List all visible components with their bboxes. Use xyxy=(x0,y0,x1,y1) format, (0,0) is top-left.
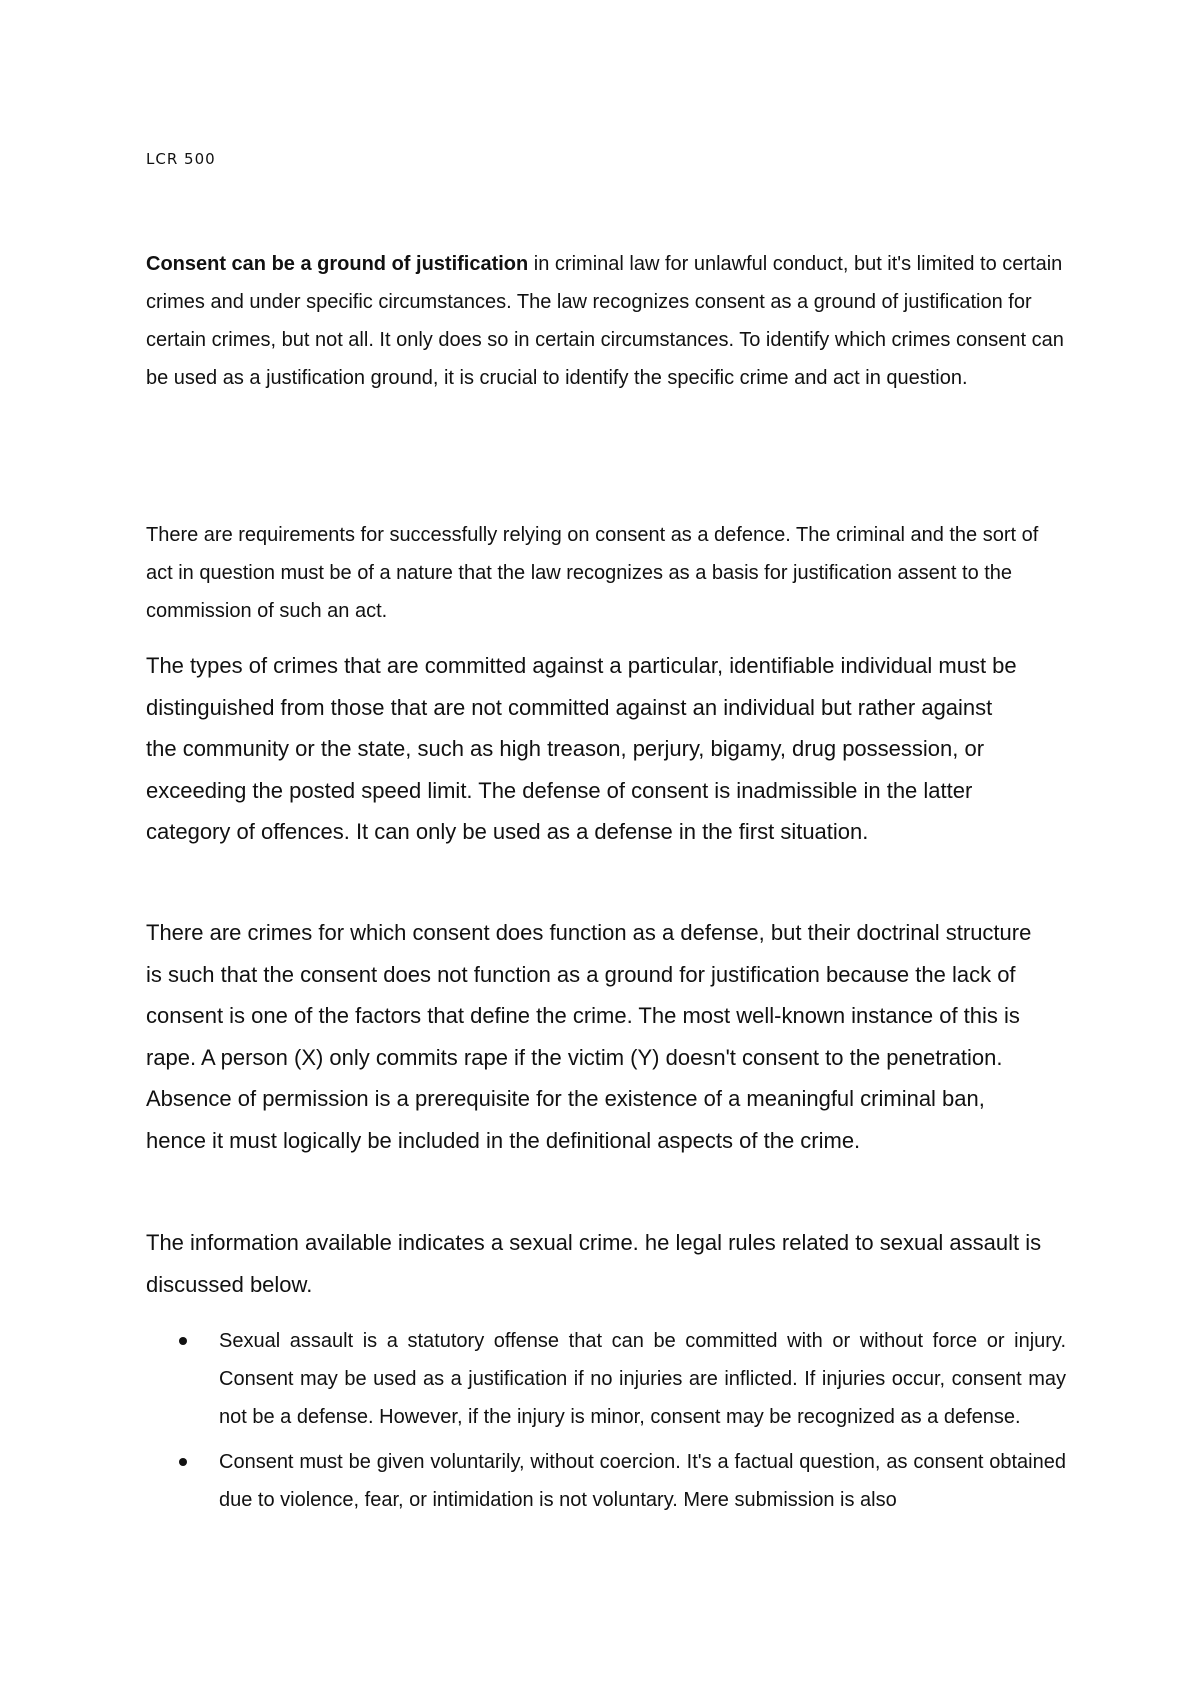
paragraph-definitional-consent: There are crimes for which consent does function as a defense, but their doctrinal structure is such that the consent does not function as a ground for justification because the lack of consent is one of the factors that define the crime. The most well-known instance of this is rape. A person (X) only commits rape if the victim (Y) doesn't consent to the penetration. Absence of permission is a prerequisite for the existence of a meaningful criminal ban, hence it must logically be included in the definitional aspects of the crime. xyxy=(146,920,1032,1153)
paragraph-bold-lead: Consent can be a ground of justification xyxy=(146,253,529,275)
paragraph-sexual-crime: The information available indicates a sexual crime. he legal rules related to sexual assault is discussed below. xyxy=(146,1230,1042,1297)
list-item xyxy=(146,1322,1066,1436)
paragraph-text: in criminal law for unlawful conduct, but it's limited to certain crimes and under specific circumstances. The law recognizes consent as a ground of justification for certain crimes, but not all. It only does so in certain circumstances. To identify which crimes consent can be used as a justification ground, it is crucial to identify the specific crime and act in question. xyxy=(146,253,1064,389)
bullet-dot-icon xyxy=(179,1458,187,1466)
bullet-dot-icon xyxy=(179,1337,187,1345)
paragraph-consent-justification xyxy=(146,245,1076,397)
paragraph-requirements: There are requirements for successfully relying on consent as a defence. The criminal and the sort of act in question must be of a nature that the law recognizes as a basis for justification assent to the commission of such an act. xyxy=(146,524,1039,622)
bullet-text: Consent must be given voluntarily, without coercion. It's a factual question, as consent obtained due to violence, fear, or intimidation is not voluntary. Mere submission is also xyxy=(219,1451,1066,1511)
bullet-text: Sexual assault is a statutory offense that can be committed with or without force or injury. Consent may be used as a justification if no injuries are inflicted. If injuries occur, consent may not be a defense. However, if the injury is minor, consent may be recognized as a defense. xyxy=(219,1330,1066,1428)
list-item xyxy=(146,1443,1066,1519)
bullet-list xyxy=(146,1322,1066,1526)
course-code: LCR 500 xyxy=(146,150,216,168)
paragraph-crime-types: The types of crimes that are committed against a particular, identifiable individual must be distinguished from those that are not committed against an individual but rather against the community or the state, such as high treason, perjury, bigamy, drug possession, or exceeding the posted speed limit. The defense of consent is inadmissible in the latter category of offences. It can only be used as a defense in the first situation. xyxy=(146,653,1017,844)
